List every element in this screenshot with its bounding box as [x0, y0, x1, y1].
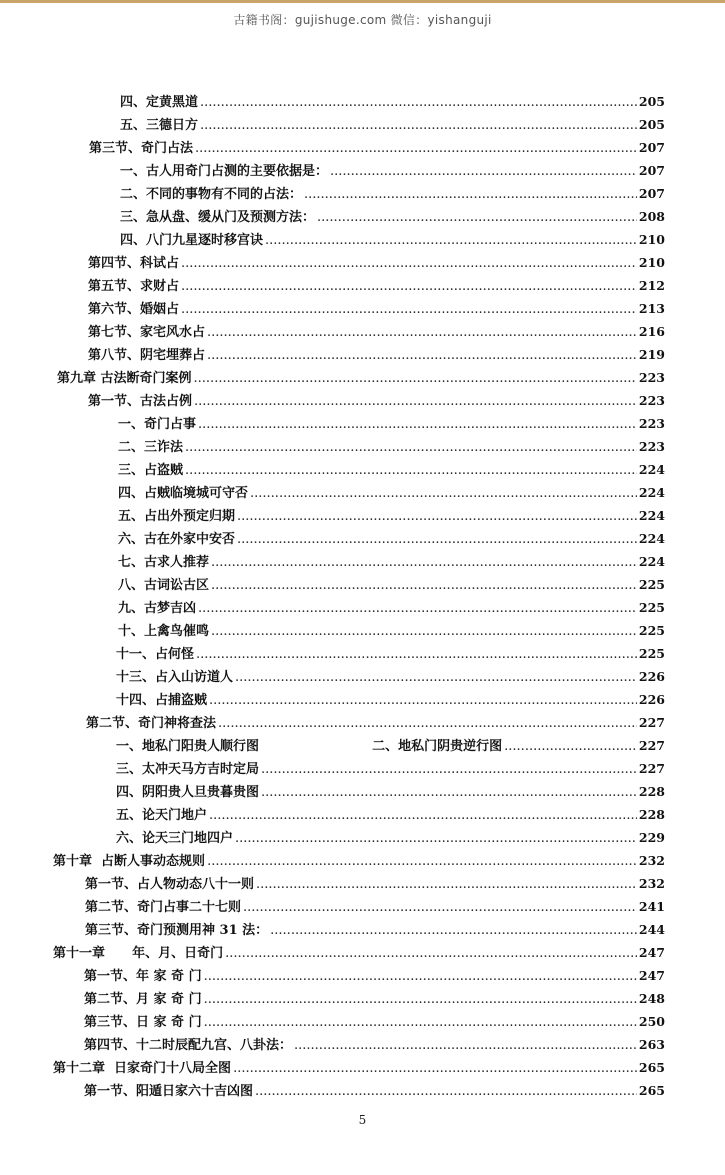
dot-leader [235, 829, 637, 849]
toc-entry [84, 1012, 665, 1032]
dot-leader [261, 783, 637, 803]
toc-entry-title: 七、古求人推荐 [118, 555, 210, 570]
toc-entry-title: 五、占出外预定归期 [118, 509, 236, 524]
dot-leader [198, 599, 637, 619]
dot-leader [237, 530, 637, 550]
toc-entry-page: 224 [638, 462, 665, 477]
toc-entry-page: 224 [638, 508, 665, 523]
dot-leader [195, 139, 637, 159]
dot-leader [235, 668, 637, 688]
dot-leader [181, 277, 637, 297]
toc-entry-title: 第十章 占断人事动态规则 [53, 854, 206, 869]
toc-entry-title: 第一节、占人物动态八十一则 [85, 877, 255, 892]
toc-entry-page: 248 [638, 991, 665, 1006]
toc-entry-title: 第一节、阳遁日家六十吉凶图 [84, 1084, 254, 1099]
toc-entry-page: 205 [638, 117, 665, 132]
toc-entry-page: 224 [638, 531, 665, 546]
dot-leader [194, 392, 637, 412]
toc-entry-page: 229 [638, 830, 665, 845]
toc-entry-page: 207 [638, 163, 665, 178]
toc-entry-title: 九、古梦吉凶 [118, 601, 197, 616]
dot-leader [270, 921, 637, 941]
toc-entry [118, 598, 665, 618]
toc-entry [84, 1081, 665, 1101]
toc-entry-title: 二、三诈法 [118, 440, 184, 455]
dot-leader [185, 438, 637, 458]
dot-leader [265, 231, 637, 251]
top-accent-bar [0, 0, 725, 3]
toc-entry-title: 三、占盗贼 [118, 463, 184, 478]
toc-entry-page: 265 [638, 1060, 665, 1075]
toc-entry [88, 299, 665, 319]
toc-entry [116, 736, 665, 756]
toc-entry-title: 三、太冲天马方吉时定局 [116, 762, 260, 777]
toc-entry-page: 227 [638, 738, 665, 753]
toc-entry [118, 552, 665, 572]
page-number: 5 [358, 1113, 367, 1127]
dot-leader [194, 369, 637, 389]
toc-entry-page: 223 [638, 370, 665, 385]
toc-entry-page: 212 [638, 278, 665, 293]
toc-entry-title: 二、不同的事物有不同的占法： [120, 187, 303, 202]
toc-entry-title: 六、古在外家中安否 [118, 532, 236, 547]
toc-entry [118, 575, 665, 595]
toc-entry [84, 966, 665, 986]
dot-leader [207, 852, 637, 872]
toc-entry-page: 216 [638, 324, 665, 339]
toc-entry-title: 第一节、年 家 奇 门 [84, 969, 202, 984]
toc-entry-page: 265 [638, 1083, 665, 1098]
watermark-header: 古籍书阁：gujishuge.com 微信：yishanguji [233, 13, 492, 27]
dot-leader [250, 484, 637, 504]
dot-leader [211, 576, 637, 596]
dot-leader [330, 162, 637, 182]
dot-leader [211, 622, 637, 642]
toc-entry-page: 210 [638, 255, 665, 270]
dot-leader [256, 875, 637, 895]
dot-leader [198, 415, 637, 435]
toc-entry [120, 161, 665, 181]
toc-entry-page: 232 [638, 853, 665, 868]
toc-entry-title: 一、地私门阳贵人顺行图 二、地私门阴贵逆行图 [116, 739, 503, 754]
toc-entry-page: 225 [638, 577, 665, 592]
toc-entry-page: 247 [638, 968, 665, 983]
toc-entry-title: 第八节、阴宅埋葬占 [88, 348, 206, 363]
toc-entry [88, 253, 665, 273]
toc-entry-page: 224 [638, 485, 665, 500]
toc-entry-title: 第一节、古法占例 [88, 394, 193, 409]
toc-entry-page: 225 [638, 623, 665, 638]
toc-entry [120, 207, 665, 227]
toc-entry-title: 第二节、奇门神将查法 [86, 716, 217, 731]
dot-leader [200, 116, 637, 136]
toc-entry [84, 989, 665, 1009]
toc-entry-page: 227 [638, 761, 665, 776]
toc-entry [116, 667, 665, 687]
toc-entry-page: 223 [638, 416, 665, 431]
toc-entry-title: 第二节、月 家 奇 门 [84, 992, 202, 1007]
dot-leader [218, 714, 637, 734]
toc-entry [120, 115, 665, 135]
toc-entry-title: 三、急从盘、缓从门及预测方法： [120, 210, 316, 225]
dot-leader [209, 691, 637, 711]
toc-entry [118, 414, 665, 434]
toc-entry [53, 851, 665, 871]
dot-leader [225, 944, 637, 964]
toc-entry [116, 828, 665, 848]
dot-leader [211, 553, 637, 573]
dot-leader [255, 1082, 637, 1102]
toc-entry-page: 250 [638, 1014, 665, 1029]
toc-entry-page: 228 [638, 807, 665, 822]
toc-entry-page: 223 [638, 393, 665, 408]
toc-entry-title: 十三、占入山访道人 [116, 670, 234, 685]
toc-entry-title: 十、上禽鸟催鸣 [118, 624, 210, 639]
toc-entry-title: 第九章 古法断奇门案例 [57, 371, 192, 386]
toc-entry [88, 276, 665, 296]
toc-entry-page: 225 [638, 600, 665, 615]
toc-entry [118, 483, 665, 503]
toc-entry [89, 138, 665, 158]
toc-entry-title: 十一、占何怪 [116, 647, 195, 662]
toc-entry-title: 第七节、家宅风水占 [88, 325, 206, 340]
dot-leader [304, 185, 637, 205]
toc-entry-title: 第十一章 年、月、日奇门 [53, 946, 224, 961]
toc-entry [116, 805, 665, 825]
toc-entry-title: 第三节、奇门占法 [89, 141, 194, 156]
toc-entry-page: 226 [638, 692, 665, 707]
toc-entry-page: 223 [638, 439, 665, 454]
toc-entry [116, 759, 665, 779]
toc-entry-title: 第五节、求财占 [88, 279, 180, 294]
toc-entry-page: 210 [638, 232, 665, 247]
toc-entry-page: 228 [638, 784, 665, 799]
toc-entry-title: 第四节、科试占 [88, 256, 180, 271]
toc-entry-page: 207 [638, 140, 665, 155]
toc-entry-title: 一、古人用奇门占测的主要依据是： [120, 164, 329, 179]
toc-entry-title: 十四、占捕盗贼 [116, 693, 208, 708]
dot-leader [243, 898, 637, 918]
dot-leader [294, 1036, 637, 1056]
toc-entry-page: 224 [638, 554, 665, 569]
toc-entry-title: 第六节、婚姻占 [88, 302, 180, 317]
dot-leader [181, 300, 637, 320]
dot-leader [185, 461, 637, 481]
toc-entry [120, 184, 665, 204]
toc-entry [88, 345, 665, 365]
toc-entry-page: 208 [638, 209, 665, 224]
toc-entry-page: 247 [638, 945, 665, 960]
toc-entry-page: 219 [638, 347, 665, 362]
toc-entry [118, 460, 665, 480]
toc-entry [84, 1035, 665, 1055]
dot-leader [181, 254, 637, 274]
dot-leader [204, 990, 637, 1010]
toc-entry-title: 五、三德日方 [120, 118, 199, 133]
toc-entry [116, 690, 665, 710]
dot-leader [261, 760, 637, 780]
toc-entry-page: 213 [638, 301, 665, 316]
toc-entry [57, 368, 665, 388]
dot-leader [504, 737, 637, 757]
dot-leader [209, 806, 637, 826]
toc-entry [88, 322, 665, 342]
toc-entry-page: 232 [638, 876, 665, 891]
toc-entry-title: 六、论天三门地四户 [116, 831, 234, 846]
toc-entry-page: 207 [638, 186, 665, 201]
toc-entry-title: 四、占贼临境城可守否 [118, 486, 249, 501]
toc-entry-title: 五、论天门地户 [116, 808, 208, 823]
toc-entry-title: 四、定黄黑道 [120, 95, 199, 110]
toc-entry [85, 897, 665, 917]
toc-entry [118, 621, 665, 641]
toc-entry-page: 227 [638, 715, 665, 730]
toc-entry-title: 第十二章 日家奇门十八局全图 [53, 1061, 232, 1076]
dot-leader [207, 346, 637, 366]
toc-entry-title: 第三节、日 家 奇 门 [84, 1015, 202, 1030]
toc-entry [118, 506, 665, 526]
dot-leader [237, 507, 637, 527]
toc-entry [85, 920, 665, 940]
toc-entry [88, 391, 665, 411]
toc-entry-title: 四、八门九星逐时移宫诀 [120, 233, 264, 248]
toc-entry-title: 一、奇门占事 [118, 417, 197, 432]
toc-entry [118, 437, 665, 457]
toc-entry-page: 205 [638, 94, 665, 109]
dot-leader [317, 208, 637, 228]
toc-entry-title: 第三节、奇门预测用神 31 法： [85, 923, 269, 938]
toc-entry [85, 874, 665, 894]
toc-entry-page: 225 [638, 646, 665, 661]
toc-entry [86, 713, 665, 733]
toc-entry [116, 644, 665, 664]
toc-entry-page: 244 [638, 922, 665, 937]
dot-leader [204, 1013, 637, 1033]
toc-entry [120, 92, 665, 112]
toc-entry-title: 第四节、十二时辰配九宫、八卦法： [84, 1038, 293, 1053]
toc-entry [116, 782, 665, 802]
dot-leader [204, 967, 637, 987]
toc-entry-page: 226 [638, 669, 665, 684]
dot-leader [207, 323, 637, 343]
toc-entry [118, 529, 665, 549]
toc-entry-title: 第二节、奇门占事二十七则 [85, 900, 242, 915]
toc-entry [53, 1058, 665, 1078]
toc-entry [53, 943, 665, 963]
toc-entry [120, 230, 665, 250]
toc-entry-page: 241 [638, 899, 665, 914]
toc-entry-title: 四、阴阳贵人旦贵暮贵图 [116, 785, 260, 800]
toc-entry-title: 八、古词讼古区 [118, 578, 210, 593]
dot-leader [233, 1059, 637, 1079]
dot-leader [196, 645, 637, 665]
dot-leader [200, 93, 637, 113]
toc-entry-page: 263 [638, 1037, 665, 1052]
